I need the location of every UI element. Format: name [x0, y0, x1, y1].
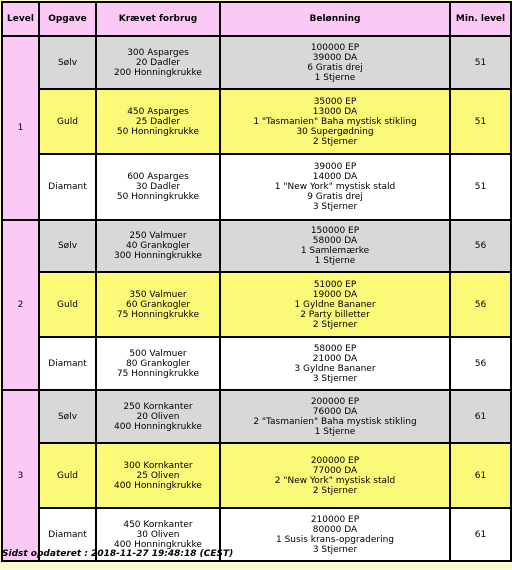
reward-line: 100000 EP [310, 42, 360, 53]
min-level-cell: 51 [450, 36, 511, 89]
required-line: 200 Honningkrukke [114, 67, 202, 78]
level-cell: 2 [2, 220, 39, 390]
required-line: 50 Honningkrukke [116, 192, 200, 202]
reward-line: 1 Stjerne [314, 72, 356, 83]
reward-line: 13000 DA [312, 106, 358, 117]
reward-line: 35000 EP [313, 96, 357, 107]
required-line: 400 Honningkrukke [114, 421, 202, 432]
required-line: 250 Kornkanter [123, 401, 193, 412]
reward-line: 1 Samlemærke [300, 246, 370, 256]
required-line: 250 Valmuer [129, 231, 187, 241]
reward-line: 3 Gyldne Bananer [294, 363, 376, 374]
required-cell [96, 220, 220, 272]
level-cell: 3 [2, 390, 39, 561]
reward-line: 77000 DA [312, 465, 358, 476]
reward-line: 3 Stjerner [312, 544, 358, 555]
rewards-table [1, 1, 512, 562]
required-line: 600 Asparges [127, 172, 189, 182]
required-line: 400 Honningkrukke [114, 539, 202, 550]
required-line: 450 Kornkanter [123, 519, 193, 530]
table-row [2, 220, 511, 272]
reward-line: 1 Gyldne Bananer [294, 299, 376, 310]
min-level-cell: 61 [450, 508, 511, 561]
reward-line: 21000 DA [312, 353, 358, 364]
task-cell: Diamant [39, 337, 96, 390]
table-row [2, 443, 511, 508]
reward-cell [220, 36, 450, 89]
reward-line: 39000 EP [313, 162, 357, 172]
last-updated: Sidst opdateret : 2018-11-27 19:48:18 (CEST) [2, 549, 234, 559]
task-cell: Guld [39, 272, 96, 337]
required-line: 350 Valmuer [129, 289, 187, 300]
table-row [2, 390, 511, 443]
reward-line: 3 Stjerner [312, 202, 358, 212]
header-min-level: Min. level [450, 2, 511, 36]
reward-line: 1 "New York" mystisk stald [274, 182, 396, 192]
reward-line: 58000 EP [313, 343, 357, 354]
reward-line: 80000 DA [312, 524, 358, 535]
task-cell: Sølv [39, 390, 96, 443]
reward-line: 76000 DA [312, 406, 358, 417]
required-line: 80 Grankogler [125, 358, 191, 369]
header-required: Krævet forbrug [96, 2, 220, 36]
table-row [2, 272, 511, 337]
reward-cell [220, 337, 450, 390]
reward-line: 3 Stjerner [312, 373, 358, 384]
reward-line: 200000 EP [310, 455, 360, 466]
required-cell [96, 443, 220, 508]
required-cell [96, 272, 220, 337]
required-line: 75 Honningkrukke [116, 368, 200, 379]
task-cell: Sølv [39, 220, 96, 272]
min-level-cell: 61 [450, 443, 511, 508]
reward-line: 51000 EP [313, 279, 357, 290]
required-cell [96, 154, 220, 220]
task-cell: Sølv [39, 36, 96, 89]
reward-line: 150000 EP [310, 226, 360, 236]
required-line: 60 Grankogler [125, 299, 191, 310]
required-line: 450 Asparges [127, 106, 189, 117]
reward-line: 1 Susis krans-opgradering [276, 534, 394, 545]
header-task: Opgave [39, 2, 96, 36]
required-line: 20 Dadler [135, 57, 181, 68]
task-cell: Guld [39, 89, 96, 154]
required-line: 75 Honningkrukke [116, 309, 200, 320]
required-line: 500 Valmuer [129, 348, 187, 359]
required-line: 25 Oliven [136, 470, 180, 481]
reward-line: 2 "Tasmanien" Baha mystisk stikling [253, 416, 417, 427]
required-line: 30 Oliven [136, 529, 180, 540]
reward-line: 1 Stjerne [314, 426, 356, 437]
header-reward: Belønning [220, 2, 450, 36]
table-row [2, 337, 511, 390]
reward-line: 2 Stjerner [312, 319, 358, 330]
required-line: 20 Oliven [136, 411, 180, 422]
reward-cell [220, 508, 450, 561]
reward-line: 1 "Tasmanien" Baha mystisk stikling [253, 116, 417, 127]
header-level: Level [2, 2, 39, 36]
reward-line: 19000 DA [312, 289, 358, 300]
reward-line: 2 Stjerner [312, 485, 358, 496]
reward-line: 30 Supergødning [296, 126, 374, 137]
reward-cell [220, 390, 450, 443]
reward-line: 6 Gratis drej [307, 62, 363, 73]
table-row [2, 89, 511, 154]
reward-line: 2 "New York" mystisk stald [274, 475, 396, 486]
min-level-cell: 56 [450, 220, 511, 272]
required-line: 40 Grankogler [125, 241, 191, 251]
reward-line: 58000 DA [312, 236, 358, 246]
required-line: 300 Kornkanter [123, 460, 193, 471]
reward-line: 14000 DA [312, 172, 358, 182]
header-row [2, 2, 511, 36]
min-level-cell: 51 [450, 89, 511, 154]
reward-line: 210000 EP [310, 514, 360, 525]
required-line: 300 Asparges [127, 47, 189, 58]
reward-cell [220, 154, 450, 220]
task-cell: Diamant [39, 154, 96, 220]
required-cell [96, 337, 220, 390]
required-line: 25 Dadler [135, 116, 181, 127]
task-cell: Guld [39, 443, 96, 508]
table-row [2, 154, 511, 220]
required-cell [96, 89, 220, 154]
reward-line: 1 Stjerne [314, 256, 356, 266]
reward-line: 39000 DA [312, 52, 358, 63]
min-level-cell: 61 [450, 390, 511, 443]
reward-cell [220, 89, 450, 154]
reward-line: 2 Party billetter [300, 309, 370, 320]
level-cell: 1 [2, 36, 39, 220]
required-line: 50 Honningkrukke [116, 126, 200, 137]
required-cell [96, 390, 220, 443]
required-cell [96, 36, 220, 89]
required-line: 400 Honningkrukke [114, 480, 202, 491]
reward-line: 200000 EP [310, 396, 360, 407]
reward-line: 2 Stjerner [312, 136, 358, 147]
min-level-cell: 51 [450, 154, 511, 220]
required-line: 30 Dadler [135, 182, 181, 192]
min-level-cell: 56 [450, 337, 511, 390]
required-line: 300 Honningkrukke [114, 251, 202, 261]
reward-line: 9 Gratis drej [307, 192, 363, 202]
reward-cell [220, 443, 450, 508]
table-row [2, 36, 511, 89]
task-cell: Diamant [39, 508, 96, 561]
reward-cell [220, 220, 450, 272]
reward-cell [220, 272, 450, 337]
min-level-cell: 56 [450, 272, 511, 337]
